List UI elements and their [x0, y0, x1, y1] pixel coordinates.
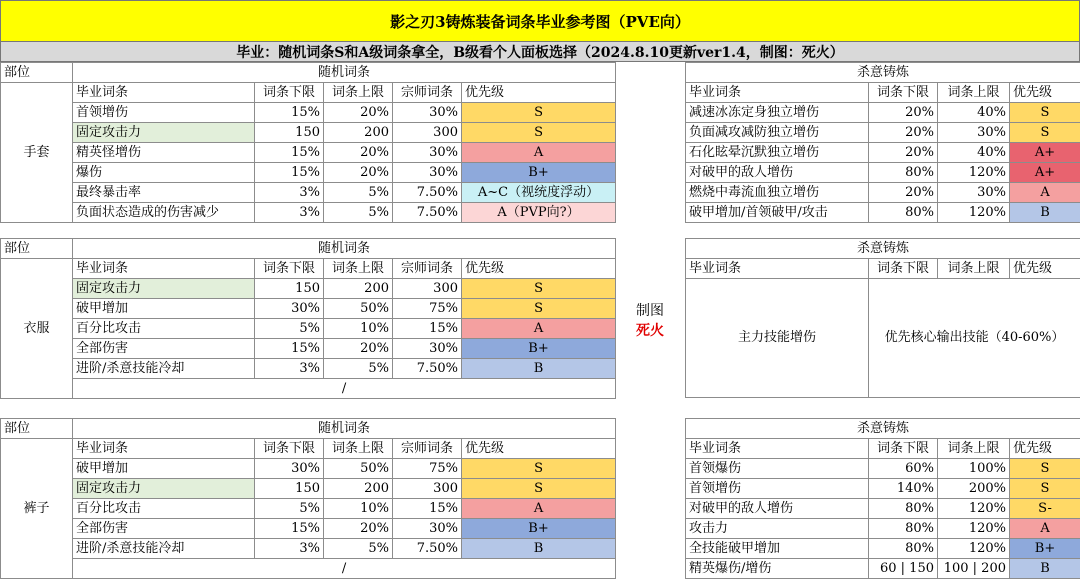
col-header-entry: 毕业词条: [73, 259, 255, 279]
priority-badge: S: [462, 279, 616, 299]
priority-badge: A: [462, 143, 616, 163]
high-value: 200%: [938, 479, 1010, 499]
master-value: 15%: [393, 499, 462, 519]
priority-badge: B: [1010, 559, 1080, 579]
table-row: [1, 203, 616, 223]
entry-name: 最终暴击率: [73, 183, 255, 203]
entry-name: 精英爆伤/增伤: [686, 559, 869, 579]
col-header-master: 宗师词条: [393, 259, 462, 279]
table-row: [686, 123, 1080, 143]
entry-name: 攻击力: [686, 519, 869, 539]
entry-name: 首领爆伤: [686, 459, 869, 479]
kill-entry: 主力技能增伤: [686, 279, 869, 398]
high-value: 200: [324, 479, 393, 499]
entry-name: 进阶/杀意技能冷却: [73, 359, 255, 379]
priority-badge: S: [1010, 479, 1080, 499]
priority-badge: B+: [462, 339, 616, 359]
master-value: 75%: [393, 299, 462, 319]
low-value: 80%: [869, 519, 938, 539]
high-value: 20%: [324, 339, 393, 359]
entry-name: 对破甲的敌人增伤: [686, 499, 869, 519]
entry-name: 固定攻击力: [73, 123, 255, 143]
low-value: 80%: [869, 499, 938, 519]
col-header-priority: 优先级: [1010, 259, 1080, 279]
slash-cell: /: [73, 379, 616, 399]
high-value: 20%: [324, 163, 393, 183]
high-value: 120%: [938, 203, 1010, 223]
column-header-row: [1, 83, 616, 103]
high-value: 30%: [938, 183, 1010, 203]
priority-badge: B+: [1010, 539, 1080, 559]
random-header: 随机词条: [73, 63, 616, 83]
low-value: 30%: [255, 459, 324, 479]
entry-name: 百分比攻击: [73, 499, 255, 519]
table-row: [1, 379, 616, 399]
table-row: [1, 519, 616, 539]
col-header-high: 词条上限: [938, 83, 1010, 103]
col-header-high: 词条上限: [938, 439, 1010, 459]
column-header-row: [1, 259, 616, 279]
priority-badge: S: [462, 299, 616, 319]
header-row: [686, 63, 1080, 83]
master-value: 30%: [393, 103, 462, 123]
entry-name: 固定攻击力: [73, 479, 255, 499]
priority-badge: B+: [462, 163, 616, 183]
entry-name: 固定攻击力: [73, 279, 255, 299]
high-value: 200: [324, 123, 393, 143]
high-value: 120%: [938, 163, 1010, 183]
master-value: 30%: [393, 143, 462, 163]
credit: [615, 300, 685, 340]
col-header-priority: 优先级: [462, 259, 616, 279]
col-header-low: 词条下限: [255, 83, 324, 103]
entry-name: 负面减攻减防独立增伤: [686, 123, 869, 143]
low-value: 20%: [869, 143, 938, 163]
master-value: 300: [393, 279, 462, 299]
high-value: 200: [324, 279, 393, 299]
low-value: 3%: [255, 359, 324, 379]
low-value: 150: [255, 479, 324, 499]
table-row: [686, 519, 1080, 539]
high-value: 50%: [324, 299, 393, 319]
table-row: [686, 163, 1080, 183]
master-value: 30%: [393, 339, 462, 359]
high-value: 10%: [324, 499, 393, 519]
low-value: 20%: [869, 123, 938, 143]
kill-header: 杀意铸炼: [686, 419, 1080, 439]
low-value: 3%: [255, 183, 324, 203]
table-row: [1, 103, 616, 123]
high-value: 5%: [324, 203, 393, 223]
pants-kill-table: [685, 418, 1080, 579]
priority-badge: S: [462, 459, 616, 479]
low-value: 15%: [255, 519, 324, 539]
high-value: 20%: [324, 519, 393, 539]
random-header: 随机词条: [73, 419, 616, 439]
part-header: 部位: [1, 419, 73, 439]
entry-name: 石化眩晕沉默独立增伤: [686, 143, 869, 163]
priority-badge: B: [1010, 203, 1080, 223]
priority-badge: S-: [1010, 499, 1080, 519]
table-row: [1, 143, 616, 163]
entry-name: 燃烧中毒流血独立增伤: [686, 183, 869, 203]
low-value: 60 | 150: [869, 559, 938, 579]
low-value: 140%: [869, 479, 938, 499]
high-value: 100 | 200: [938, 559, 1010, 579]
part-header: 部位: [1, 63, 73, 83]
priority-badge: B: [462, 539, 616, 559]
table-row: [686, 459, 1080, 479]
entry-name: 精英怪增伤: [73, 143, 255, 163]
col-header-low: 词条下限: [869, 83, 938, 103]
col-header-high: 词条上限: [938, 259, 1010, 279]
table-row: [1, 339, 616, 359]
random-header: 随机词条: [73, 239, 616, 259]
high-value: 120%: [938, 519, 1010, 539]
high-value: 5%: [324, 359, 393, 379]
low-value: 15%: [255, 163, 324, 183]
low-value: 5%: [255, 499, 324, 519]
low-value: 150: [255, 123, 324, 143]
col-header-entry: 毕业词条: [686, 439, 869, 459]
entry-name: 百分比攻击: [73, 319, 255, 339]
entry-name: 全部伤害: [73, 339, 255, 359]
entry-name: 减速冰冻定身独立增伤: [686, 103, 869, 123]
priority-badge: A+: [1010, 163, 1080, 183]
priority-badge: A: [462, 499, 616, 519]
entry-name: 全技能破甲增加: [686, 539, 869, 559]
part-name: 裤子: [23, 501, 49, 516]
col-header-master: 宗师词条: [393, 439, 462, 459]
master-value: 30%: [393, 163, 462, 183]
header-row: [1, 63, 616, 83]
low-value: 80%: [869, 163, 938, 183]
table-row: [1, 539, 616, 559]
col-header-entry: 毕业词条: [73, 83, 255, 103]
high-value: 10%: [324, 319, 393, 339]
low-value: 15%: [255, 339, 324, 359]
pants-random-table: [0, 418, 616, 579]
low-value: 150: [255, 279, 324, 299]
master-value: 30%: [393, 519, 462, 539]
column-header-row: [1, 439, 616, 459]
entry-name: 负面状态造成的伤害减少: [73, 203, 255, 223]
part-header: 部位: [1, 239, 73, 259]
high-value: 40%: [938, 103, 1010, 123]
priority-badge: A: [1010, 519, 1080, 539]
entry-name: 爆伤: [73, 163, 255, 183]
low-value: 15%: [255, 143, 324, 163]
col-header-high: 词条上限: [324, 83, 393, 103]
priority-badge: A~C（视统度浮动）: [462, 183, 616, 203]
part-cell: [1, 439, 73, 579]
low-value: 80%: [869, 203, 938, 223]
col-header-low: 词条下限: [869, 439, 938, 459]
gloves-random-table: [0, 62, 616, 223]
priority-badge: A: [1010, 183, 1080, 203]
header-row: [686, 239, 1080, 259]
priority-badge: S: [1010, 103, 1080, 123]
credit-label: 制图: [615, 300, 685, 320]
column-header-row: [686, 259, 1080, 279]
entry-name: 对破甲的敌人增伤: [686, 163, 869, 183]
priority-badge: S: [462, 479, 616, 499]
priority-badge: S: [462, 123, 616, 143]
part-name: 手套: [23, 145, 49, 160]
priority-badge: S: [1010, 123, 1080, 143]
high-value: 120%: [938, 539, 1010, 559]
col-header-priority: 优先级: [1010, 83, 1080, 103]
table-row: [686, 103, 1080, 123]
table-row: [1, 299, 616, 319]
low-value: 60%: [869, 459, 938, 479]
page-title: 影之刃3铸炼装备词条毕业参考图（PVE向）: [0, 0, 1080, 42]
master-value: 7.50%: [393, 203, 462, 223]
col-header-entry: 毕业词条: [686, 83, 869, 103]
gloves-kill-table: [685, 62, 1080, 223]
entry-name: 破甲增加: [73, 459, 255, 479]
master-value: 7.50%: [393, 539, 462, 559]
priority-badge: A: [462, 319, 616, 339]
page-subtitle: 毕业：随机词条S和A级词条拿全，B级看个人面板选择（2024.8.10更新ver1.4，制图：死火）: [0, 42, 1080, 62]
header-row: [686, 419, 1080, 439]
high-value: 5%: [324, 183, 393, 203]
table-row: [1, 279, 616, 299]
col-header-master: 宗师词条: [393, 83, 462, 103]
table-row: [686, 143, 1080, 163]
table-row: [1, 319, 616, 339]
table-row: [1, 459, 616, 479]
low-value: 5%: [255, 319, 324, 339]
col-header-priority: 优先级: [462, 439, 616, 459]
table-row: [1, 183, 616, 203]
priority-badge: S: [462, 103, 616, 123]
master-value: 7.50%: [393, 183, 462, 203]
master-value: 7.50%: [393, 359, 462, 379]
table-row: [686, 183, 1080, 203]
low-value: 20%: [869, 183, 938, 203]
entry-name: 进阶/杀意技能冷却: [73, 539, 255, 559]
high-value: 100%: [938, 459, 1010, 479]
clothes-random-table: [0, 238, 616, 399]
header-row: [1, 239, 616, 259]
col-header-entry: 毕业词条: [73, 439, 255, 459]
col-header-entry: 毕业词条: [686, 259, 869, 279]
priority-badge: S: [1010, 459, 1080, 479]
entry-name: 破甲增加/首领破甲/攻击: [686, 203, 869, 223]
low-value: 30%: [255, 299, 324, 319]
col-header-priority: 优先级: [1010, 439, 1080, 459]
low-value: 3%: [255, 539, 324, 559]
table-row: [1, 499, 616, 519]
table-row: [686, 279, 1080, 398]
low-value: 3%: [255, 203, 324, 223]
col-header-high: 词条上限: [324, 259, 393, 279]
part-cell: [1, 83, 73, 223]
entry-name: 首领增伤: [686, 479, 869, 499]
high-value: 120%: [938, 499, 1010, 519]
col-header-low: 词条下限: [255, 439, 324, 459]
table-row: [686, 499, 1080, 519]
header-row: [1, 419, 616, 439]
table-row: [1, 479, 616, 499]
table-row: [1, 359, 616, 379]
credit-author: 死火: [615, 320, 685, 340]
master-value: 15%: [393, 319, 462, 339]
priority-badge: A+: [1010, 143, 1080, 163]
col-header-high: 词条上限: [324, 439, 393, 459]
clothes-kill-table: [685, 238, 1080, 398]
master-value: 75%: [393, 459, 462, 479]
kill-header: 杀意铸炼: [686, 63, 1080, 83]
table-row: [686, 479, 1080, 499]
kill-description: 优先核心输出技能（40-60%）: [869, 279, 1080, 398]
table-row: [1, 163, 616, 183]
col-header-low: 词条下限: [869, 259, 938, 279]
entry-name: 首领增伤: [73, 103, 255, 123]
table-row: [1, 123, 616, 143]
high-value: 50%: [324, 459, 393, 479]
kill-header: 杀意铸炼: [686, 239, 1080, 259]
column-header-row: [686, 83, 1080, 103]
col-header-low: 词条下限: [255, 259, 324, 279]
col-header-priority: 优先级: [462, 83, 616, 103]
column-header-row: [686, 439, 1080, 459]
high-value: 40%: [938, 143, 1010, 163]
high-value: 20%: [324, 103, 393, 123]
master-value: 300: [393, 479, 462, 499]
high-value: 30%: [938, 123, 1010, 143]
low-value: 80%: [869, 539, 938, 559]
priority-badge: B+: [462, 519, 616, 539]
table-row: [686, 203, 1080, 223]
part-cell: [1, 259, 73, 399]
table-row: [686, 539, 1080, 559]
low-value: 20%: [869, 103, 938, 123]
priority-badge: B: [462, 359, 616, 379]
master-value: 300: [393, 123, 462, 143]
slash-cell: /: [73, 559, 616, 579]
priority-badge: A（PVP向?）: [462, 203, 616, 223]
part-name: 衣服: [23, 321, 49, 336]
entry-name: 破甲增加: [73, 299, 255, 319]
entry-name: 全部伤害: [73, 519, 255, 539]
high-value: 20%: [324, 143, 393, 163]
low-value: 15%: [255, 103, 324, 123]
high-value: 5%: [324, 539, 393, 559]
